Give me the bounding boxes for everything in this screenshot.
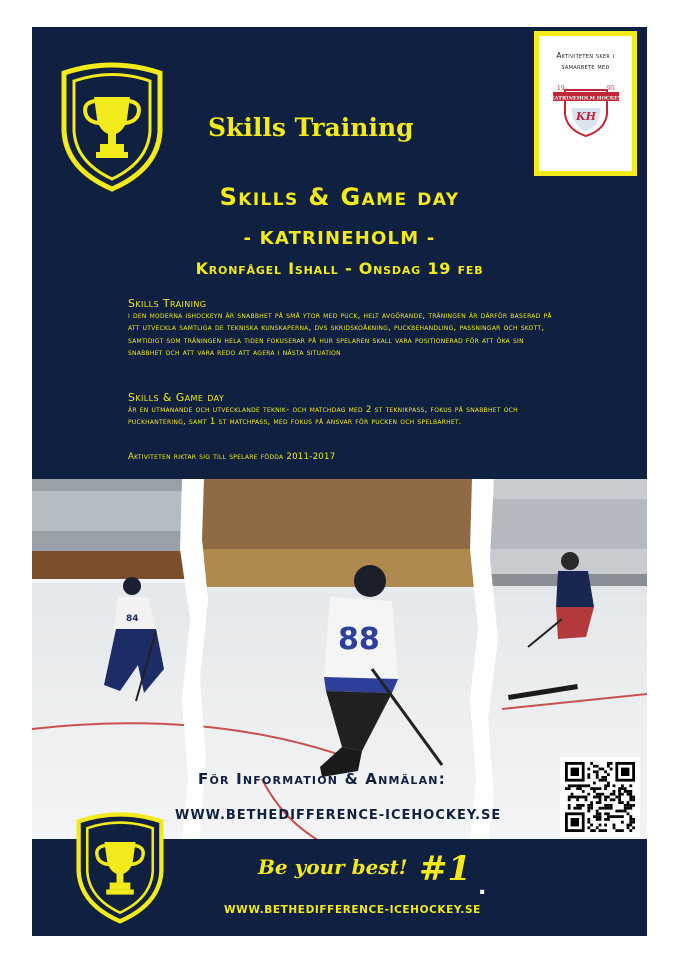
footer-url-link[interactable]: WWW.BETHEDIFFERENCE-ICEHOCKEY.SE: [224, 904, 481, 916]
logo-monogram: KH: [575, 110, 596, 123]
jersey-number-small: 84: [126, 614, 139, 624]
partner-box: [534, 31, 637, 176]
trophy-shield-icon: [54, 59, 170, 193]
logo-text: KATRINEHOLM HOCKEY: [550, 95, 621, 102]
info-heading: För Information & Anmälan:: [198, 770, 446, 788]
poster: [32, 27, 647, 936]
game-day-section: [128, 391, 558, 429]
game-day-text: är en utmanande och utvecklande teknik- och matchdag med 2 st teknikpass, fokus på snabbhet och puckhantering, samt 1 st matchpass, med fokus på ansvar för pucken och spelbarhet.: [128, 405, 518, 428]
footer-dot: .: [478, 875, 487, 900]
slogan: Be your best!: [258, 855, 408, 879]
qr-code-icon[interactable]: [560, 757, 640, 837]
info-url-link[interactable]: WWW.BETHEDIFFERENCE-ICEHOCKEY.SE: [175, 808, 502, 823]
logo-year-left: 19: [556, 85, 565, 92]
partner-line-1: Aktiviteten sker i: [556, 51, 615, 60]
game-day-heading: Skills & Game day: [128, 391, 225, 404]
event-city: - KATRINEHOLM -: [243, 228, 436, 249]
event-subtitle: Skills & Game day: [219, 183, 460, 211]
logo-year-right: 95: [606, 85, 615, 92]
partner-line-2: samarbete med: [561, 62, 610, 71]
skills-training-section: [128, 297, 558, 360]
eligibility-section: [128, 451, 558, 463]
trophy-shield-icon-footer: [70, 807, 170, 927]
event-venue-date: Kronfågel Ishall - Onsdag 19 feb: [195, 259, 484, 278]
eligibility-text: Aktiviteten riktar sig till spelare födda 2011-2017: [128, 452, 336, 462]
katrineholm-hockey-logo: [551, 78, 621, 142]
skills-training-heading: Skills Training: [128, 297, 207, 310]
jersey-number: 88: [338, 622, 380, 657]
skills-training-text: i den moderna ishockeyn är snabbhet på små ytor med puck, helt avgörande, träningen är därför baserad på att utveckla samtliga de tekniska kunskaperna, dvs skridskoåkning, puckbehandling, passningar och skott, samtidigt som träningen hela tiden fokuserar på hur spelaren skall vara positionerad för att öka sin snabbhet och att vara redo att agera i nästa situation: [128, 311, 552, 359]
page-title: Skills Training: [208, 113, 414, 142]
hockey-photo: [32, 479, 647, 859]
number-one: #1: [419, 849, 472, 889]
